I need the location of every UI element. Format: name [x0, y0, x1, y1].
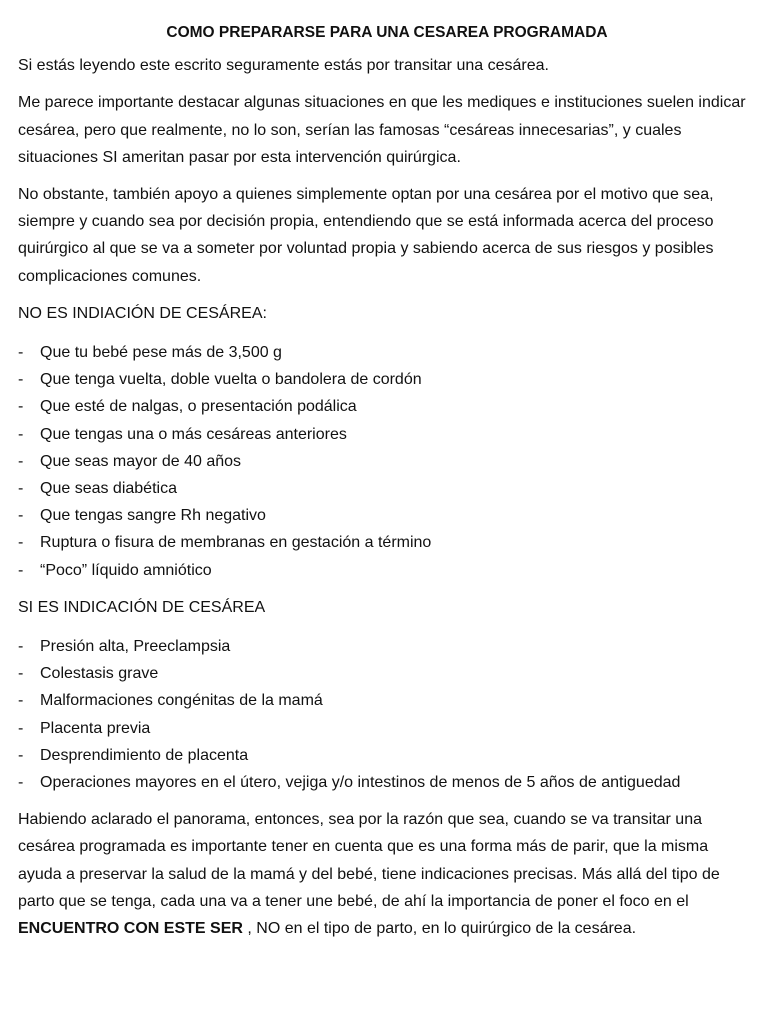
- closing-text-after: , NO en el tipo de parto, en lo quirúrgico de la cesárea.: [242, 920, 637, 938]
- list-item-text: Placenta previa: [40, 719, 151, 737]
- list-item: [18, 448, 756, 475]
- list-item-text: Operaciones mayores en el útero, vejiga y/o intestinos de menos de 5 años de antiguedad: [40, 774, 681, 792]
- list-item: [18, 660, 756, 687]
- dash-marker: -: [18, 344, 24, 362]
- list-item-text: Que tu bebé pese más de 3,500 g: [40, 344, 282, 362]
- dash-marker: -: [18, 692, 24, 710]
- list-item: [18, 687, 756, 714]
- list-item: [18, 366, 756, 393]
- list-item-text: “Poco” líquido amniótico: [40, 561, 212, 579]
- list-item: [18, 557, 756, 584]
- list-item-text: Que seas diabética: [40, 480, 177, 498]
- dash-marker: -: [18, 425, 24, 443]
- no-indication-list: [18, 339, 756, 584]
- list-item: [18, 421, 756, 448]
- list-item-text: Que tengas sangre Rh negativo: [40, 507, 266, 525]
- dash-marker: -: [18, 507, 24, 525]
- closing-bold-text: ENCUENTRO CON ESTE SER: [18, 920, 243, 938]
- intro-paragraph-3: No obstante, también apoyo a quienes simplemente optan por una cesárea por el motivo que sea, siempre y cuando sea por decisión propia, entendiendo que se está informada acerca del proceso quirúrgico al que se va a someter por voluntad propia y sabiendo acerca de sus riesgos y posibles complicaciones comunes.: [18, 186, 714, 285]
- dash-marker: -: [18, 638, 24, 656]
- dash-marker: -: [18, 665, 24, 683]
- list-item: [18, 393, 756, 420]
- list-item-text: Malformaciones congénitas de la mamá: [40, 692, 323, 710]
- yes-indication-list: [18, 633, 756, 796]
- list-item: [18, 715, 756, 742]
- intro-paragraph-2: Me parece importante destacar algunas situaciones en que les mediques e instituciones suelen indicar cesárea, pero que realmente, no lo son, serían las famosas “cesáreas innecesarias”, y cuales situaciones SI ameritan pasar por esta intervención quirúrgica.: [18, 94, 746, 166]
- list-item: [18, 339, 756, 366]
- closing-text-before: Habiendo aclarado el panorama, entonces, sea por la razón que sea, cuando se va transitar una cesárea programada es importante tener en cuenta que es una forma más de parir, que la misma ayuda a preservar la salud de la mamá y del bebé, tiene indicaciones precisas. Más allá del tipo de parto que se tenga, cada una va a tener une bebé, de ahí la importancia de poner el foco en el: [18, 811, 720, 910]
- closing-paragraph: [18, 806, 756, 942]
- list-item: [18, 769, 756, 796]
- dash-marker: -: [18, 398, 24, 416]
- no-indication-heading: NO ES INDIACIÓN DE CESÁREA:: [18, 304, 267, 322]
- list-item-text: Colestasis grave: [40, 665, 159, 683]
- list-item-text: Que tenga vuelta, doble vuelta o bandolera de cordón: [40, 371, 422, 389]
- list-item-text: Que seas mayor de 40 años: [40, 452, 242, 470]
- list-item-text: Que esté de nalgas, o presentación podálica: [40, 398, 357, 416]
- dash-marker: -: [18, 746, 24, 764]
- yes-indication-heading: SI ES INDICACIÓN DE CESÁREA: [18, 598, 266, 616]
- list-item-text: Desprendimiento de placenta: [40, 746, 249, 764]
- dash-marker: -: [18, 534, 24, 552]
- list-item: [18, 529, 756, 556]
- dash-marker: -: [18, 452, 24, 470]
- document-title: COMO PREPARARSE PARA UNA CESAREA PROGRAMADA: [166, 24, 608, 41]
- dash-marker: -: [18, 480, 24, 498]
- dash-marker: -: [18, 719, 24, 737]
- dash-marker: -: [18, 371, 24, 389]
- list-item: [18, 475, 756, 502]
- list-item-text: Ruptura o fisura de membranas en gestación a término: [40, 534, 432, 552]
- list-item: [18, 633, 756, 660]
- list-item: [18, 502, 756, 529]
- dash-marker: -: [18, 774, 24, 792]
- list-item-text: Presión alta, Preeclampsia: [40, 638, 231, 656]
- intro-paragraph-1: Si estás leyendo este escrito seguramente estás por transitar una cesárea.: [18, 57, 549, 75]
- list-item-text: Que tengas una o más cesáreas anteriores: [40, 425, 347, 443]
- list-item: [18, 742, 756, 769]
- dash-marker: -: [18, 561, 24, 579]
